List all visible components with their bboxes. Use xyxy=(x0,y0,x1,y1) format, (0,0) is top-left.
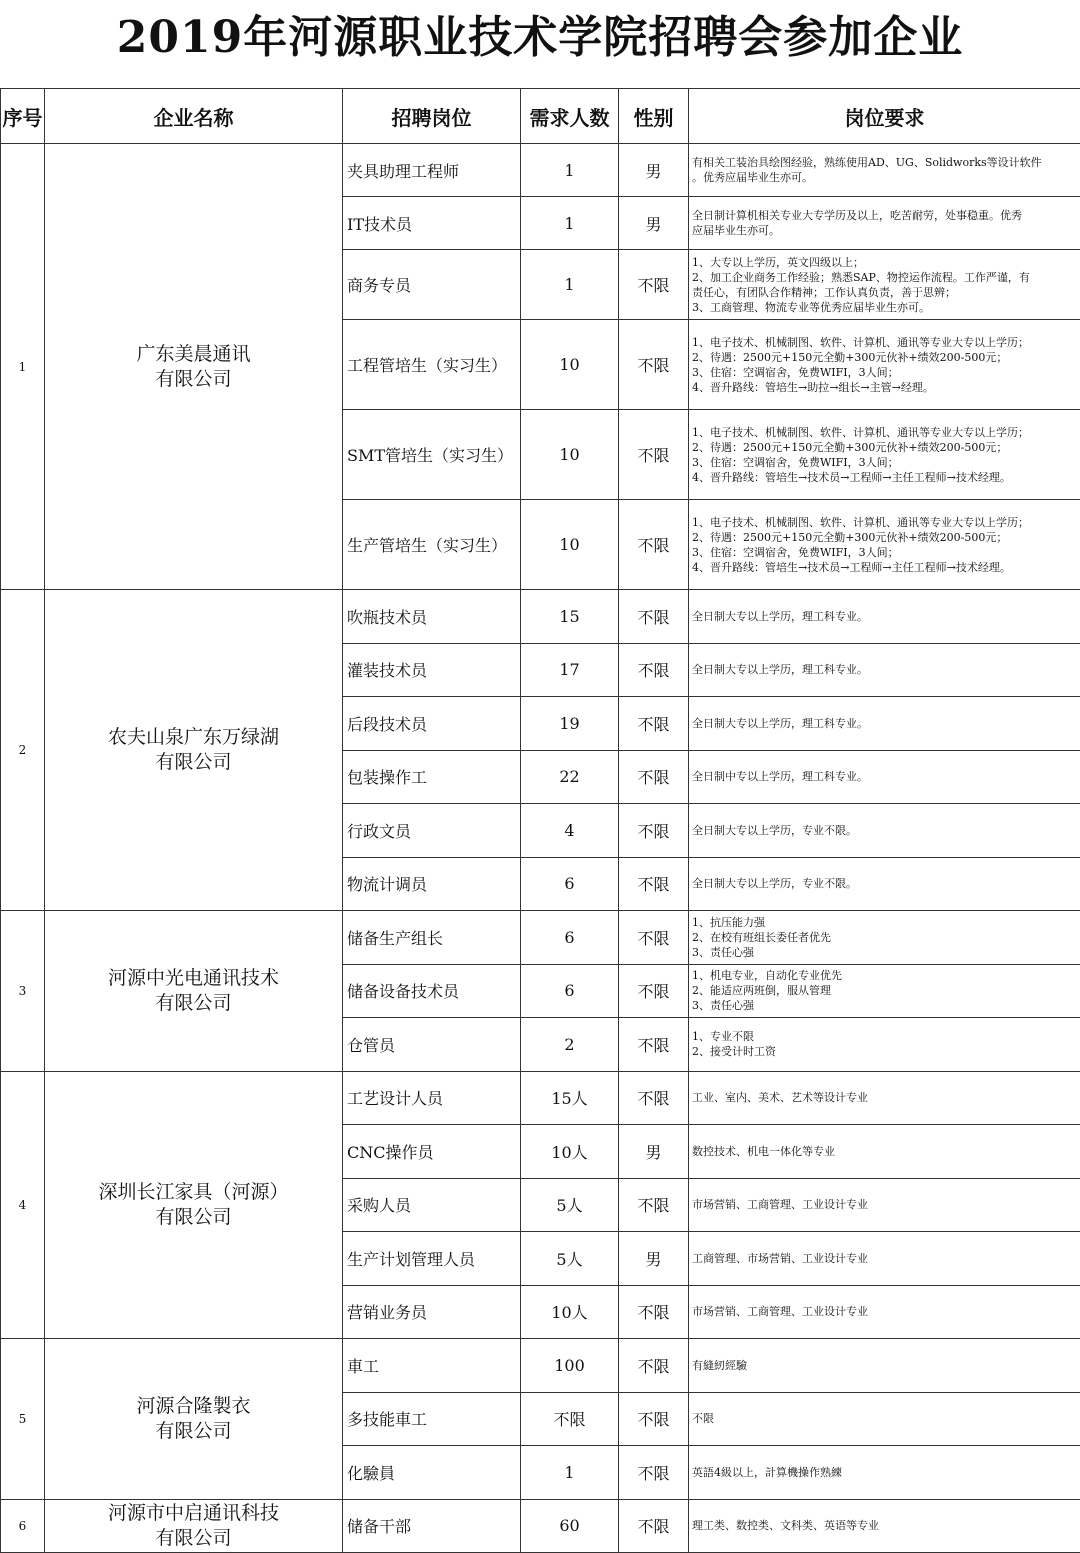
requirement-cell xyxy=(689,1232,1080,1286)
sex-cell: 不限 xyxy=(619,1446,689,1500)
header-req: 岗位要求 xyxy=(689,89,1080,144)
requirement-cell xyxy=(689,410,1080,500)
table-body xyxy=(1,144,1080,1553)
requirement-line: 3、住宿：空调宿舍，免费WIFI，3人间； xyxy=(692,365,899,379)
requirement-line: 2、能适应两班倒，服从管理 xyxy=(692,984,831,998)
num-cell: 10人 xyxy=(521,1285,619,1339)
sex-cell: 不限 xyxy=(619,1499,689,1552)
num-cell: 6 xyxy=(521,964,619,1018)
post-cell: 化驗員 xyxy=(343,1446,521,1500)
requirement-cell xyxy=(689,1125,1080,1179)
company-name-cell xyxy=(45,1071,343,1339)
post-cell: 后段技术员 xyxy=(343,697,521,751)
sex-cell: 不限 xyxy=(619,697,689,751)
company-name-line: 河源市中启通讯科技 xyxy=(107,1501,279,1524)
company-name-line: 有限公司 xyxy=(155,1526,232,1549)
post-cell: CNC操作员 xyxy=(343,1125,521,1179)
num-cell: 1 xyxy=(521,144,619,197)
post-cell: 物流计调员 xyxy=(343,857,521,911)
requirement-line: 有縫紉經驗 xyxy=(692,1358,747,1372)
num-cell: 15人 xyxy=(521,1071,619,1125)
table-row xyxy=(1,1499,1080,1552)
company-name-line: 有限公司 xyxy=(155,991,232,1014)
header-num: 需求人数 xyxy=(521,89,619,144)
sex-cell: 不限 xyxy=(619,911,689,965)
company-name-cell xyxy=(45,911,343,1072)
seq-cell: 5 xyxy=(1,1339,45,1500)
requirement-line: 3、责任心强 xyxy=(692,999,754,1013)
num-cell: 10 xyxy=(521,500,619,590)
requirement-line: 全日制大专以上学历，理工科专业。 xyxy=(692,609,868,623)
sex-cell: 不限 xyxy=(619,250,689,320)
post-cell: 采购人员 xyxy=(343,1178,521,1232)
table-row xyxy=(1,590,1080,644)
requirement-line: 全日制计算机相关专业大专学历及以上，吃苦耐劳，处事稳重。优秀 xyxy=(692,209,1022,222)
header-row xyxy=(1,89,1080,144)
table-row xyxy=(1,1339,1080,1393)
num-cell: 1 xyxy=(521,1446,619,1500)
company-name-line: 农夫山泉广东万绿湖 xyxy=(107,726,279,748)
sex-cell: 不限 xyxy=(619,500,689,590)
requirement-cell xyxy=(689,320,1080,410)
requirement-line: 3、责任心强 xyxy=(692,945,754,959)
num-cell: 22 xyxy=(521,750,619,804)
company-name-line: 河源合隆製衣 xyxy=(136,1394,251,1417)
num-cell: 5人 xyxy=(521,1178,619,1232)
requirement-cell xyxy=(689,250,1080,320)
post-cell: 包装操作工 xyxy=(343,750,521,804)
company-name-cell xyxy=(45,1339,343,1500)
sex-cell: 不限 xyxy=(619,1018,689,1072)
num-cell: 1 xyxy=(521,197,619,250)
sex-cell: 男 xyxy=(619,1232,689,1286)
requirement-line: 2、加工企业商务工作经验；熟悉SAP、物控运作流程。工作严谨，有 xyxy=(692,270,1030,284)
num-cell: 10 xyxy=(521,320,619,410)
post-cell: 储备设备技术员 xyxy=(343,964,521,1018)
requirement-cell xyxy=(689,857,1080,911)
post-cell: 商务专员 xyxy=(343,250,521,320)
requirement-line: 3、住宿：空调宿舍，免费WIFI，3人间； xyxy=(692,455,899,469)
post-cell: 生产管培生（实习生） xyxy=(343,500,521,590)
requirement-line: 2、待遇：2500元+150元全勤+300元伙补+绩效200-500元； xyxy=(692,530,1008,544)
requirement-line: 工商管理、市场营销、工业设计专业 xyxy=(692,1251,868,1265)
requirement-line: 1、电子技术、机械制图、软件、计算机、通讯等专业大专以上学历； xyxy=(692,335,1029,349)
company-name-cell xyxy=(45,144,343,590)
num-cell: 6 xyxy=(521,911,619,965)
post-cell: 营销业务员 xyxy=(343,1285,521,1339)
num-cell: 10 xyxy=(521,410,619,500)
requirement-line: 1、抗压能力强 xyxy=(692,915,765,929)
requirement-line: 有相关工装治具绘图经验，熟练使用AD、UG、Solidworks等设计软件 xyxy=(692,156,1042,169)
requirement-line: 2、在校有班组长委任者优先 xyxy=(692,930,831,944)
requirement-cell xyxy=(689,144,1080,197)
post-cell: 储备生产组长 xyxy=(343,911,521,965)
post-cell: 行政文员 xyxy=(343,804,521,858)
num-cell: 60 xyxy=(521,1499,619,1552)
requirement-line: 全日制大专以上学历，专业不限。 xyxy=(692,823,857,837)
requirement-cell xyxy=(689,804,1080,858)
header-post: 招聘岗位 xyxy=(343,89,521,144)
post-cell: 吹瓶技术员 xyxy=(343,590,521,644)
sex-cell: 男 xyxy=(619,1125,689,1179)
requirement-cell xyxy=(689,1392,1080,1446)
sex-cell: 不限 xyxy=(619,1071,689,1125)
header-company: 企业名称 xyxy=(45,89,343,144)
post-cell: 多技能車工 xyxy=(343,1392,521,1446)
seq-cell: 2 xyxy=(1,590,45,911)
requirement-cell xyxy=(689,697,1080,751)
requirement-cell xyxy=(689,1446,1080,1500)
requirement-line: 1、机电专业，自动化专业优先 xyxy=(692,969,842,983)
post-cell: 工程管培生（实习生） xyxy=(343,320,521,410)
requirement-line: 全日制大专以上学历，专业不限。 xyxy=(692,877,857,891)
num-cell: 15 xyxy=(521,590,619,644)
table-row xyxy=(1,911,1080,965)
company-name-line: 有限公司 xyxy=(155,751,232,773)
requirement-line: 不限 xyxy=(692,1412,714,1426)
seq-cell: 6 xyxy=(1,1499,45,1552)
requirement-cell xyxy=(689,750,1080,804)
post-cell: 生产计划管理人员 xyxy=(343,1232,521,1286)
requirement-line: 2、接受计时工资 xyxy=(692,1045,776,1059)
sex-cell: 不限 xyxy=(619,964,689,1018)
sex-cell: 不限 xyxy=(619,1178,689,1232)
requirement-cell xyxy=(689,1285,1080,1339)
post-cell: 仓管员 xyxy=(343,1018,521,1072)
requirement-cell xyxy=(689,1499,1080,1552)
job-table xyxy=(0,88,1080,1553)
seq-cell: 1 xyxy=(1,144,45,590)
requirement-line: 数控技术、机电一体化等专业 xyxy=(692,1144,835,1158)
requirement-line: 工业、室内、美术、艺术等设计专业 xyxy=(692,1091,868,1105)
company-name-cell xyxy=(45,1499,343,1552)
company-name-line: 广东美晨通讯 xyxy=(136,342,251,365)
requirement-cell xyxy=(689,590,1080,644)
requirement-line: 3、住宿：空调宿舍，免费WIFI，3人间； xyxy=(692,545,899,559)
requirement-line: 4、晋升路线：管培生→技术员→工程师→主任工程师→技术经理。 xyxy=(692,560,1011,574)
sex-cell: 不限 xyxy=(619,804,689,858)
post-cell: SMT管培生（实习生） xyxy=(343,410,521,500)
company-name-line: 深圳长江家具（河源） xyxy=(98,1180,289,1203)
num-cell: 10人 xyxy=(521,1125,619,1179)
sex-cell: 不限 xyxy=(619,590,689,644)
sex-cell: 不限 xyxy=(619,643,689,697)
sex-cell: 男 xyxy=(619,197,689,250)
sex-cell: 不限 xyxy=(619,750,689,804)
requirement-line: 2、待遇：2500元+150元全勤+300元伙补+绩效200-500元； xyxy=(692,440,1008,454)
requirement-cell xyxy=(689,911,1080,965)
requirement-line: 市场营销、工商管理、工业设计专业 xyxy=(692,1198,868,1212)
requirement-line: 市场营销、工商管理、工业设计专业 xyxy=(692,1305,868,1319)
sex-cell: 不限 xyxy=(619,857,689,911)
requirement-line: 理工类、数控类、文科类、英语等专业 xyxy=(692,1519,879,1532)
requirement-line: 2、待遇：2500元+150元全勤+300元伙补+绩效200-500元； xyxy=(692,350,1008,364)
num-cell: 19 xyxy=(521,697,619,751)
requirement-line: 1、专业不限 xyxy=(692,1030,754,1044)
requirement-cell xyxy=(689,500,1080,590)
sex-cell: 男 xyxy=(619,144,689,197)
page-title: 2019年河源职业技术学院招聘会参加企业 xyxy=(116,12,964,63)
post-cell: 車工 xyxy=(343,1339,521,1393)
table-row xyxy=(1,144,1080,197)
requirement-cell xyxy=(689,1178,1080,1232)
num-cell: 不限 xyxy=(521,1392,619,1446)
num-cell: 6 xyxy=(521,857,619,911)
num-cell: 100 xyxy=(521,1339,619,1393)
requirement-line: 4、晋升路线：管培生→技术员→工程师→主任工程师→技术经理。 xyxy=(692,470,1011,484)
requirement-line: 1、电子技术、机械制图、软件、计算机、通讯等专业大专以上学历； xyxy=(692,515,1029,529)
requirement-cell xyxy=(689,1071,1080,1125)
requirement-line: 1、大专以上学历，英文四级以上； xyxy=(692,255,864,269)
header-sex: 性别 xyxy=(619,89,689,144)
seq-cell: 4 xyxy=(1,1071,45,1339)
requirement-line: 责任心，有团队合作精神；工作认真负责，善于思辨； xyxy=(692,285,956,299)
num-cell: 4 xyxy=(521,804,619,858)
requirement-line: 4、晋升路线：管培生→助拉→组长→主管→经理。 xyxy=(692,380,934,394)
sex-cell: 不限 xyxy=(619,1285,689,1339)
num-cell: 5人 xyxy=(521,1232,619,1286)
sex-cell: 不限 xyxy=(619,410,689,500)
requirement-line: 1、电子技术、机械制图、软件、计算机、通讯等专业大专以上学历； xyxy=(692,425,1029,439)
header-seq: 序号 xyxy=(1,89,45,144)
requirement-line: 。优秀应届毕业生亦可。 xyxy=(692,171,813,184)
num-cell: 17 xyxy=(521,643,619,697)
company-name-line: 有限公司 xyxy=(155,1419,232,1442)
post-cell: 灌装技术员 xyxy=(343,643,521,697)
requirement-cell xyxy=(689,964,1080,1018)
requirement-line: 全日制中专以上学历，理工科专业。 xyxy=(692,770,868,784)
company-name-line: 河源中光电通讯技术 xyxy=(107,966,279,989)
post-cell: 夹具助理工程师 xyxy=(343,144,521,197)
requirement-line: 3、工商管理、物流专业等优秀应届毕业生亦可。 xyxy=(692,300,930,314)
num-cell: 2 xyxy=(521,1018,619,1072)
post-cell: IT技术员 xyxy=(343,197,521,250)
requirement-line: 应届毕业生亦可。 xyxy=(692,224,780,237)
company-name-line: 有限公司 xyxy=(155,367,232,390)
requirement-line: 全日制大专以上学历，理工科专业。 xyxy=(692,663,868,677)
post-cell: 工艺设计人员 xyxy=(343,1071,521,1125)
requirement-line: 英語4級以上，計算機操作熟練 xyxy=(692,1465,842,1479)
requirement-line: 全日制大专以上学历，理工科专业。 xyxy=(692,716,868,730)
company-name-line: 有限公司 xyxy=(155,1205,232,1228)
sex-cell: 不限 xyxy=(619,1392,689,1446)
sex-cell: 不限 xyxy=(619,320,689,410)
requirement-cell xyxy=(689,1339,1080,1393)
seq-cell: 3 xyxy=(1,911,45,1072)
requirement-cell xyxy=(689,643,1080,697)
post-cell: 储备干部 xyxy=(343,1499,521,1552)
company-name-cell xyxy=(45,590,343,911)
sex-cell: 不限 xyxy=(619,1339,689,1393)
num-cell: 1 xyxy=(521,250,619,320)
requirement-cell xyxy=(689,197,1080,250)
requirement-cell xyxy=(689,1018,1080,1072)
table-row xyxy=(1,1071,1080,1125)
